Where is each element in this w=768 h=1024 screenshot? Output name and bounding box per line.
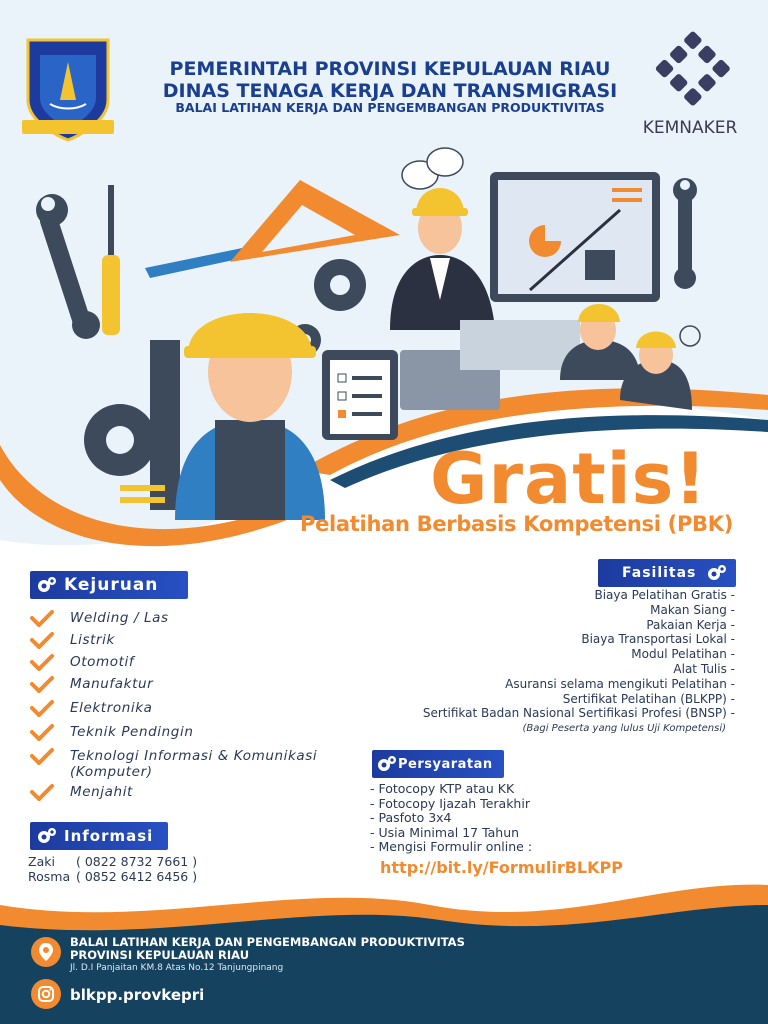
gear-icon (36, 826, 58, 846)
contact-row (28, 869, 197, 884)
check-icon (30, 653, 54, 671)
header-institution: BALAI LATIHAN KERJA DAN PENGEMBANGAN PRODUKTIVITAS (175, 100, 605, 115)
fasilitas-label: Fasilitas (622, 565, 697, 581)
persyaratan-label: Persyaratan (398, 756, 493, 772)
registration-link[interactable]: http://bit.ly/FormulirBLKPP (380, 858, 623, 877)
contact-phone[interactable]: ( 0852 6412 6456 ) (76, 869, 198, 884)
check-icon (30, 783, 54, 801)
footer-institution (70, 936, 465, 962)
header-government: PEMERINTAH PROVINSI KEPULAUAN RIAU (169, 58, 611, 80)
list-item: - Fotocopy KTP atau KK (370, 781, 515, 796)
list-item: Menjahit (30, 784, 350, 806)
contact-row (28, 854, 197, 869)
kejuruan-tag (30, 571, 188, 599)
list-item: Pakaian Kerja - (646, 617, 735, 632)
check-icon (30, 747, 54, 765)
list-item: Asuransi selama mengikuti Pelatihan - (505, 676, 735, 691)
list-item: Biaya Transportasi Lokal - (581, 632, 735, 647)
list-item: - Mengisi Formulir online : (370, 839, 533, 855)
headline-gratis: Gratis! (430, 438, 708, 520)
check-icon (30, 675, 54, 693)
list-item: Teknik Pendingin (30, 724, 350, 748)
list-item: Teknologi Informasi & Komunikasi (Komputer) (30, 748, 350, 784)
contact-name: Rosma (28, 869, 71, 884)
list-item: Modul Pelatihan - (631, 647, 735, 662)
check-icon (30, 609, 54, 627)
informasi-tag (30, 822, 168, 850)
instagram-icon (31, 979, 61, 1009)
persyaratan-tag (372, 750, 504, 778)
kemnaker-label: KEMNAKER (642, 118, 738, 138)
instagram-handle[interactable]: blkpp.provkepri (70, 986, 205, 1004)
check-icon (30, 723, 54, 741)
list-item: Biaya Pelatihan Gratis - (594, 588, 735, 602)
kemnaker-logo (655, 30, 731, 106)
headline-subtitle: Pelatihan Berbasis Kompetensi (PBK) (300, 512, 734, 536)
fasilitas-tag (598, 559, 736, 587)
kejuruan-list (30, 610, 350, 806)
footer-line1: BALAI LATIHAN KERJA DAN PENGEMBANGAN PRODUKTIVITAS (70, 935, 465, 949)
list-item: Welding / Las (30, 610, 350, 632)
province-emblem (22, 40, 114, 140)
persyaratan-list (370, 782, 532, 855)
list-item: Otomotif (30, 654, 350, 676)
footer-line2: PROVINSI KEPULAUAN RIAU (70, 948, 250, 962)
informasi-label: Informasi (64, 827, 154, 845)
gear-icon (376, 754, 398, 774)
check-icon (30, 631, 54, 649)
list-item: - Usia Minimal 17 Tahun (370, 824, 520, 840)
list-item: Alat Tulis - (673, 661, 735, 676)
header-department: DINAS TENAGA KERJA DAN TRANSMIGRASI (162, 80, 618, 102)
gear-icon (706, 563, 728, 583)
list-item: Makan Siang - (650, 602, 735, 617)
gear-icon (36, 575, 58, 595)
contact-phone[interactable]: ( 0822 8732 7661 ) (76, 854, 198, 869)
list-item: Listrik (30, 632, 350, 654)
kejuruan-label: Kejuruan (64, 575, 159, 595)
location-pin-icon (31, 937, 61, 967)
check-icon (30, 699, 54, 717)
fasilitas-list (355, 588, 735, 721)
list-item: Sertifikat Badan Nasional Sertifikasi Profesi (BNSP) - (422, 706, 735, 721)
list-item: Manufaktur (30, 676, 350, 700)
footer-address: Jl. D.I Panjaitan KM.8 Atas No.12 Tanjungpinang (70, 963, 284, 973)
contact-name: Zaki (28, 854, 55, 869)
list-item: - Fotocopy Ijazah Terakhir (370, 795, 530, 811)
list-item: Sertifikat Pelatihan (BLKPP) - (562, 691, 735, 706)
fasilitas-note: (Bagi Peserta yang lulus Uji Kompetensi) (522, 723, 726, 734)
list-item: - Pasfoto 3x4 (370, 810, 452, 826)
contact-list (28, 854, 197, 884)
list-item: Elektronika (30, 700, 350, 724)
